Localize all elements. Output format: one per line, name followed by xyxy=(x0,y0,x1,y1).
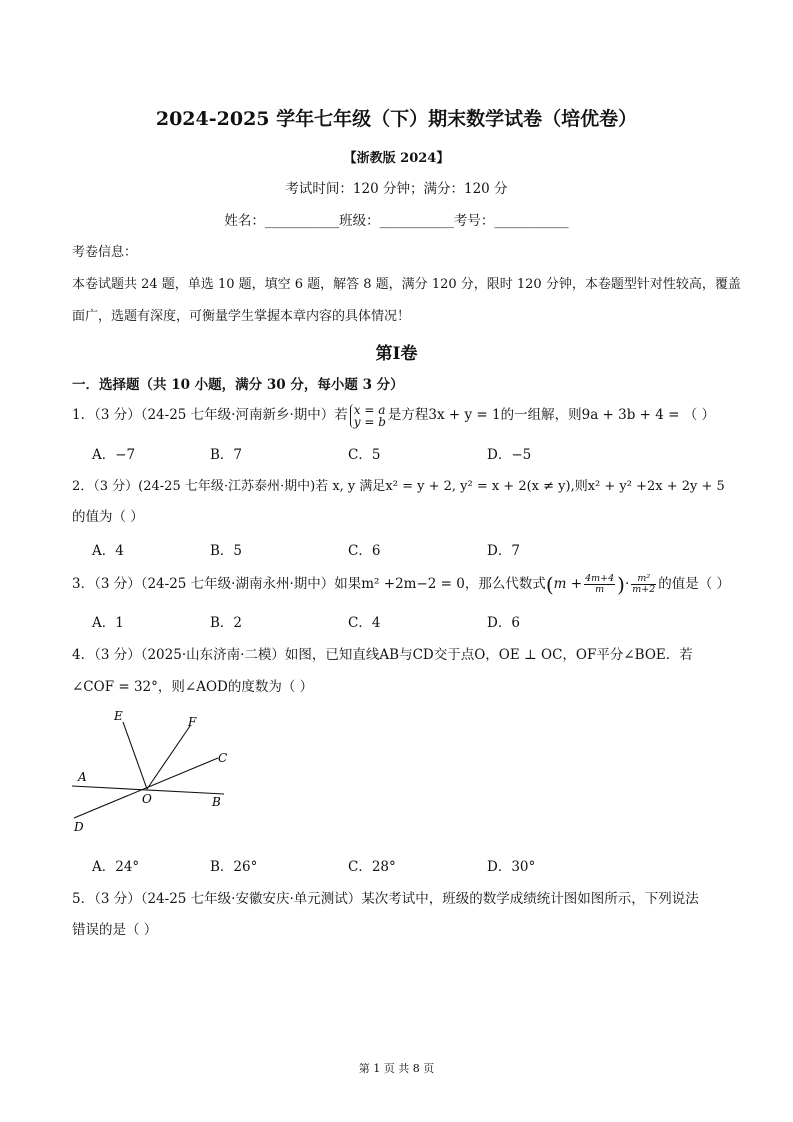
q3-option-b[interactable]: B．2 xyxy=(210,615,243,631)
intro-line-2: 面广，选题有深度，可衡量学生掌握本章内容的具体情况！ xyxy=(72,309,411,324)
ray-oe xyxy=(123,722,147,789)
intro-line-1: 本卷试题共 24 题，单选 10 题，填空 6 题，解答 8 题，满分 120 分，限时 120 分钟，本卷题型针对性较高，覆盖 xyxy=(72,277,741,292)
label-f: F xyxy=(188,715,197,729)
q4-option-d[interactable]: D．30° xyxy=(487,859,536,875)
label-d: D xyxy=(74,820,84,834)
line-cd xyxy=(74,758,218,818)
question-2-line-2: 的值为（ ） xyxy=(72,509,144,525)
class-blank[interactable]: ___________ xyxy=(379,213,454,229)
exam-info: 考试时间：120 分钟；满分：120 分 xyxy=(285,181,508,197)
page-footer: 第 1 页 共 8 页 xyxy=(358,1062,435,1075)
question-3: 3．（3 分）（24-25 七年级·湖南永州·期中）如果m² +2m−2 = 0，那么代数式(m + $\frac{4m+4}{m}$ )· $\frac{\text{m²}}{m+2}$ 的值是（ ） xyxy=(72,572,731,597)
q2-option-d[interactable]: D．7 xyxy=(487,543,520,559)
q2-option-a[interactable]: A．4 xyxy=(92,543,124,559)
q4-option-a[interactable]: A．24° xyxy=(92,859,140,875)
q1-option-d[interactable]: D．−5 xyxy=(487,447,532,463)
q3-option-c[interactable]: C．4 xyxy=(348,615,381,631)
intro-heading: 考卷信息： xyxy=(72,245,138,260)
class-label: 班级： xyxy=(339,213,380,229)
question-4-line-2: ∠COF = 32°，则∠AOD的度数为（ ） xyxy=(72,679,314,695)
q2-option-c[interactable]: C．6 xyxy=(348,543,381,559)
question-5-line-1: 5．（3 分）（24-25 七年级·安徽安庆·单元测试）某次考试中，班级的数学成绩统计图如图所示，下列说法 xyxy=(72,891,699,907)
q2-option-b[interactable]: B．5 xyxy=(210,543,243,559)
question-4-line-1: 4．（3 分）（2025·山东济南·二模）如图，已知直线AB与CD交于点O，OE ⊥ OC，OF平分∠BOE．若 xyxy=(72,647,693,663)
student-info-row xyxy=(0,209,793,229)
ray-of xyxy=(147,726,190,789)
q4-geometry-figure xyxy=(66,700,246,840)
q1-middle: 是方程3x + y = 1的一组解，则9a + 3b + 4 = （ ） xyxy=(387,407,716,423)
q3-option-d[interactable]: D．6 xyxy=(487,615,520,631)
label-a: A xyxy=(78,770,87,784)
q3-suffix: 的值是（ ） xyxy=(658,576,731,592)
page-title: 2024-2025 学年七年级（下）期末数学试卷（培优卷） xyxy=(155,108,638,130)
question-5-line-2: 错误的是（ ） xyxy=(72,922,158,938)
q1-option-a[interactable]: A．−7 xyxy=(92,447,136,463)
label-o: O xyxy=(142,792,152,806)
name-blank[interactable]: ___________ xyxy=(264,213,340,229)
question-1 xyxy=(72,403,715,428)
id-label: 考号： xyxy=(453,213,495,229)
q1-equation-system: x = a y = b xyxy=(350,404,386,428)
label-c: C xyxy=(218,751,228,765)
q1-option-b[interactable]: B．7 xyxy=(210,447,243,463)
edition-label: 【浙教版 2024】 xyxy=(343,151,450,166)
q3-prefix: 3．（3 分）（24-25 七年级·湖南永州·期中）如果m² +2m−2 = 0，那么代数式 xyxy=(72,576,546,592)
q3-option-a[interactable]: A．1 xyxy=(92,615,124,631)
label-b: B xyxy=(212,795,221,809)
q3-fraction-2: $\frac{\text{m²}}{m+2}$ xyxy=(632,573,656,595)
section-title: 第I卷 xyxy=(375,344,418,364)
name-label: 姓名： xyxy=(224,213,265,229)
question-2-line-1: 2．（3 分）(24-25 七年级·江苏泰州·期中)若 x, y 满足x² = y + 2, y² = x + 2(x ≠ y),则x² + y² +2x + 2y + 5 xyxy=(72,479,725,494)
q4-option-b[interactable]: B．26° xyxy=(210,859,258,875)
q4-option-c[interactable]: C．28° xyxy=(348,859,396,875)
id-blank[interactable]: ___________ xyxy=(494,213,569,229)
q1-prefix: 1．（3 分）（24-25 七年级·河南新乡·期中）若 xyxy=(72,407,348,423)
label-e: E xyxy=(114,709,123,723)
q1-option-c[interactable]: C．5 xyxy=(348,447,381,463)
q3-fraction-1: $\frac{4m+4}{m}$ xyxy=(585,573,615,595)
part-heading: 一．选择题（共 10 小题，满分 30 分，每小题 3 分） xyxy=(72,377,404,393)
